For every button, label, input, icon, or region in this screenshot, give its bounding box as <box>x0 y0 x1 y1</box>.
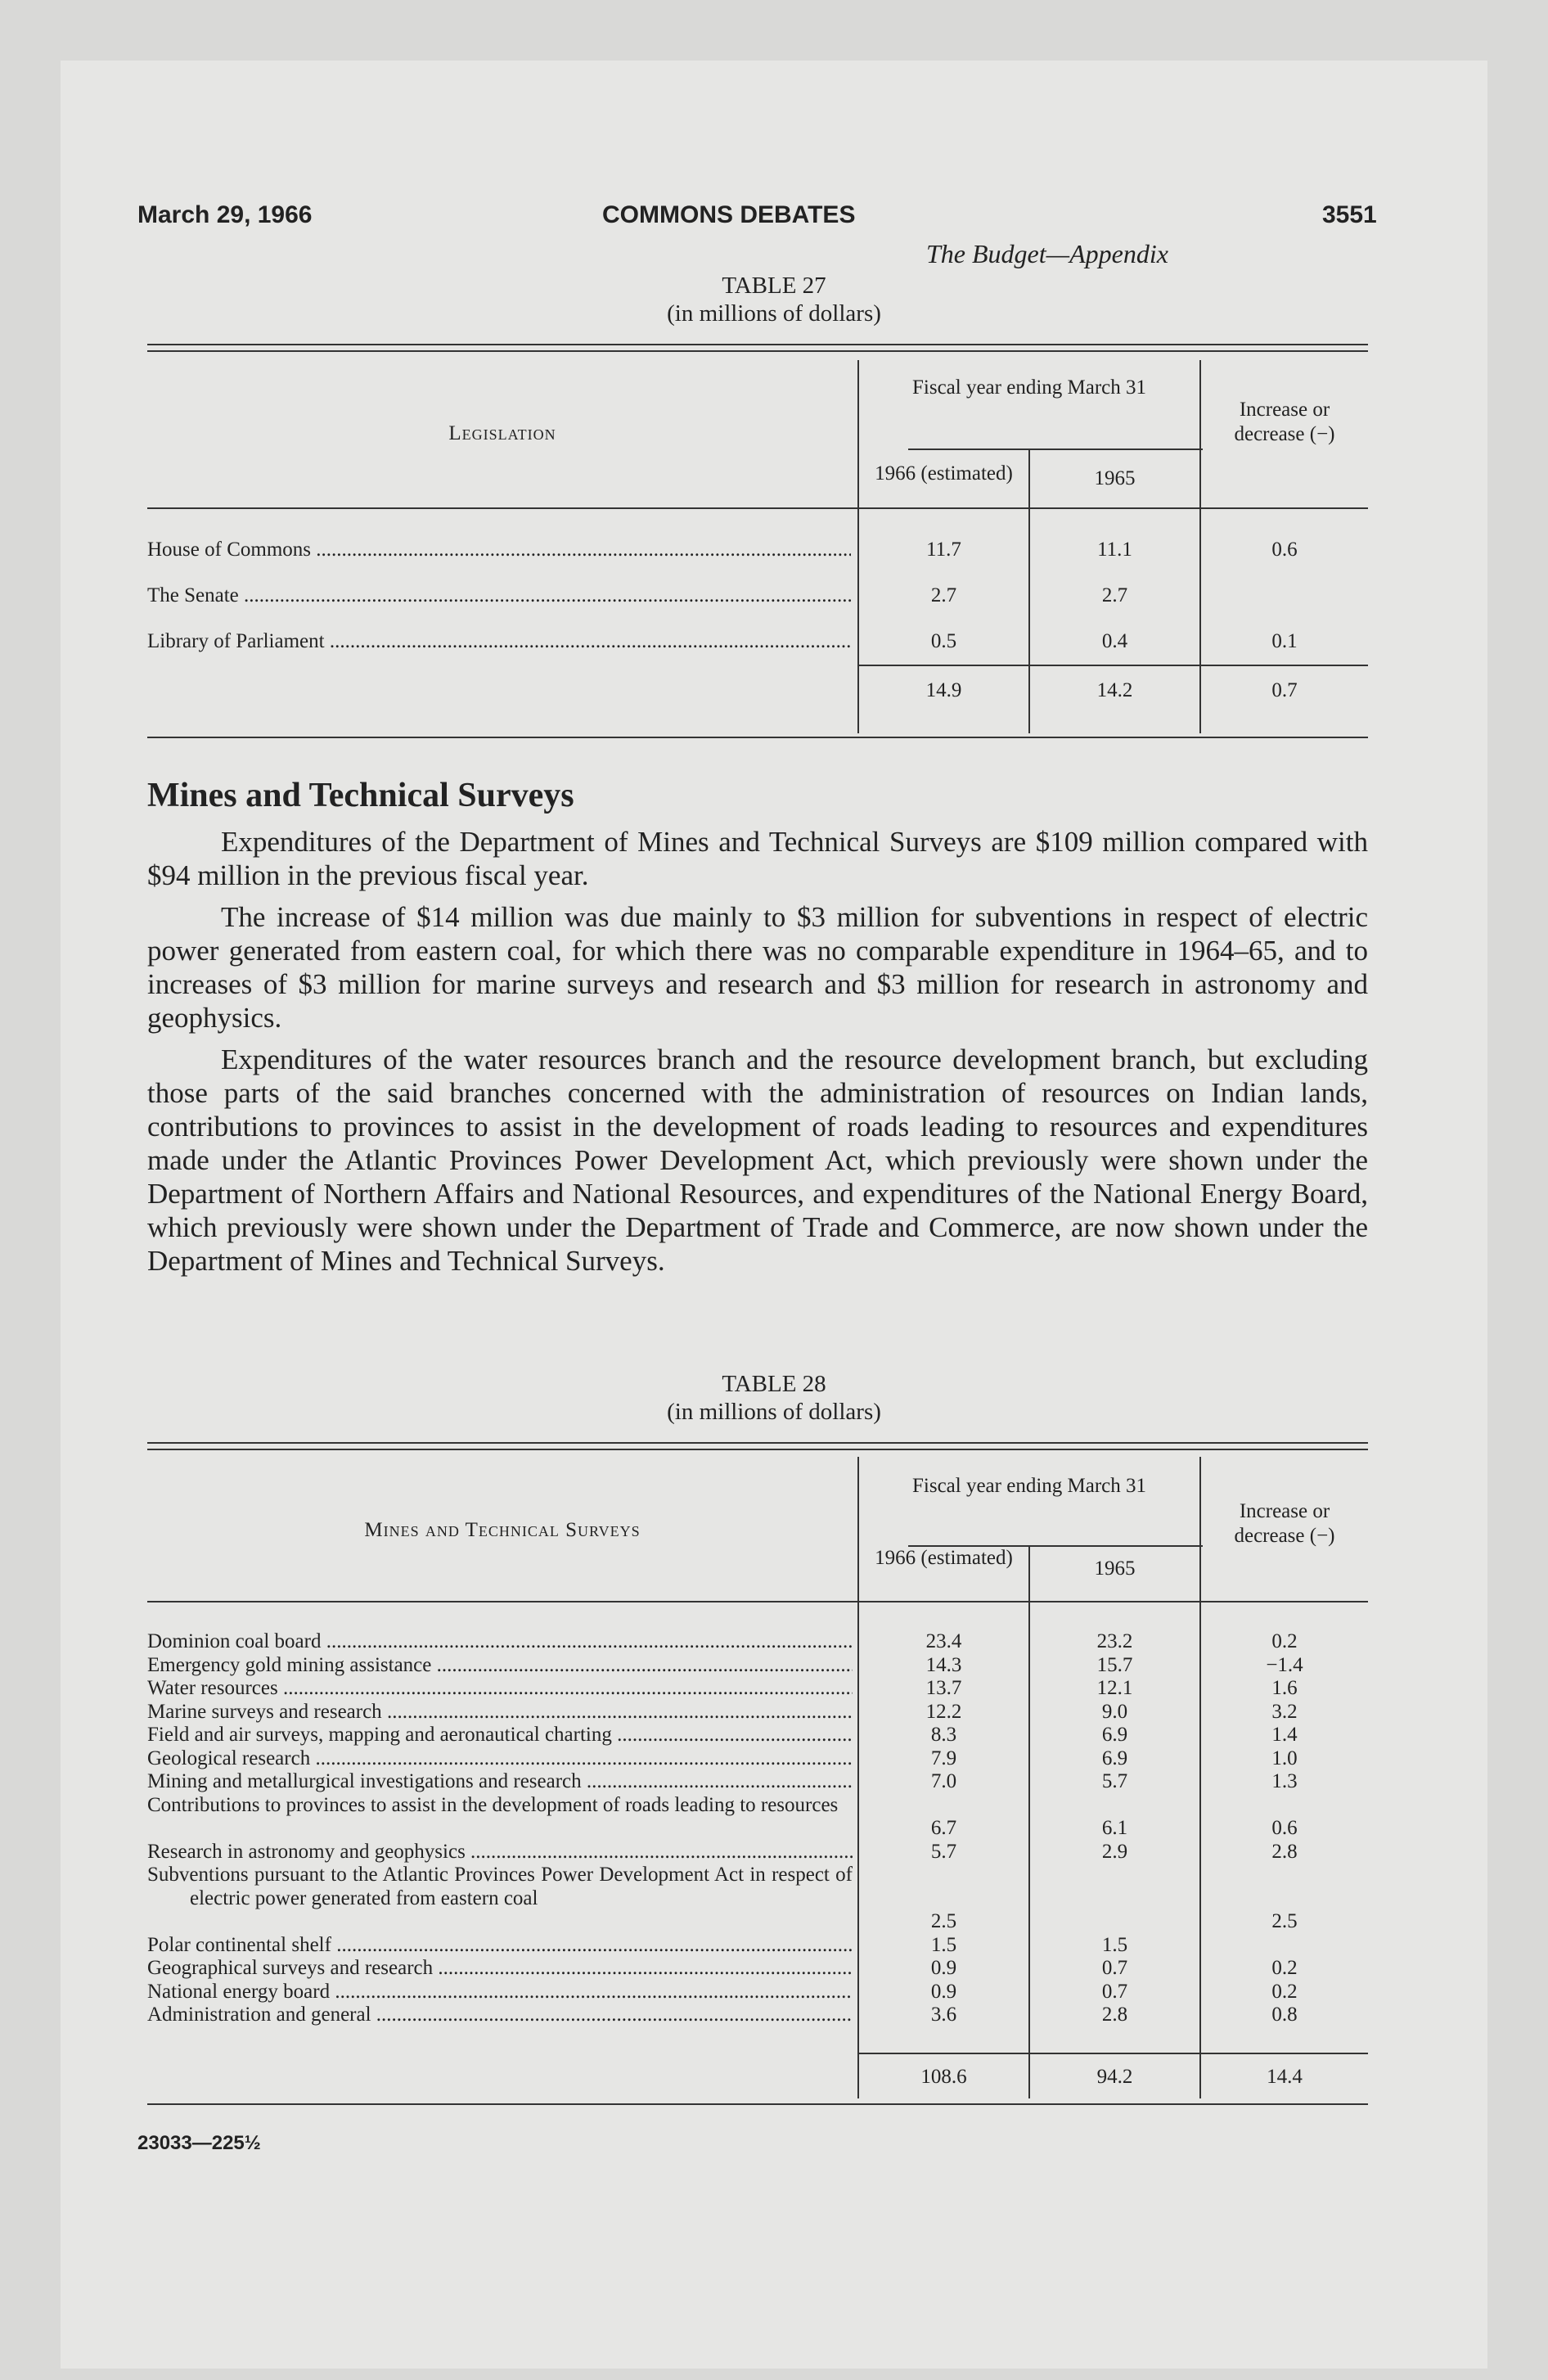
table27-col-1966: 1966 (estimated) <box>875 462 1013 485</box>
table28-cell: 7.0 <box>930 1770 957 1792</box>
table28-stub-header: Mines and Technical Surveys <box>364 1519 641 1541</box>
paragraph-1: Expenditures of the Department of Mines and Technical Surveys are $109 million compared with $94 million in the previous fiscal year. <box>147 826 1368 891</box>
header-publication: COMMONS DEBATES <box>602 201 856 228</box>
table28-cell: 5.7 <box>1101 1770 1128 1792</box>
table28-cell: 23.4 <box>925 1630 962 1652</box>
table27-bottom-rule <box>147 737 1368 738</box>
paragraph-2: The increase of $14 million was due mainly to $3 million for subventions in respect of electric power generated from eastern coal, for which there was no comparable expenditure in 1964–65, and to increases of $3 million for marine surveys and research and $3 million for research in astronomy and geophysics. <box>147 901 1368 1034</box>
table28-cell: 1.0 <box>1271 1747 1298 1769</box>
header-section: The Budget—Appendix <box>926 239 1168 268</box>
table28-cell: 0.2 <box>1271 1957 1298 1979</box>
table28-cell: 7.9 <box>930 1747 957 1769</box>
table28-cell: −1.4 <box>1266 1653 1303 1676</box>
footer-code: 23033—225½ <box>137 2132 261 2154</box>
table-row: National energy board ..... <box>147 1981 853 2004</box>
table-row: Emergency gold mining assistance ..... <box>147 1654 853 1678</box>
table-row: House of Commons ..... <box>147 539 851 561</box>
table-row: Field and air surveys, mapping and aeronautical charting ..... <box>147 1724 853 1747</box>
table28-cell: 1.4 <box>1271 1724 1298 1746</box>
table28-cell: 0.7 <box>1101 1980 1128 2003</box>
table28-cell: 0.7 <box>1101 1957 1128 1979</box>
table28-cell: 6.9 <box>1101 1724 1128 1746</box>
table-row: Mining and metallurgical investigations and research ..... <box>147 1770 853 1794</box>
table27-unit: (in millions of dollars) <box>667 300 881 327</box>
table28-cell: 9.0 <box>1101 1700 1128 1723</box>
table28-top-rule <box>147 1442 1368 1444</box>
table28-group-header: Fiscal year ending March 31 <box>911 1475 1147 1497</box>
table27-col-change: Increase or decrease (−) <box>1234 399 1335 445</box>
table28-cell: 6.7 <box>930 1817 957 1839</box>
table28-cell: 0.9 <box>930 1957 957 1979</box>
table28-col-1965: 1965 <box>1094 1557 1136 1580</box>
table-row: Geological research ..... <box>147 1747 853 1771</box>
table28-col-change: Increase or decrease (−) <box>1234 1500 1335 1547</box>
header-date: March 29, 1966 <box>137 201 313 228</box>
table-row: Administration and general ..... <box>147 2004 853 2027</box>
table28-cell: 1.5 <box>1101 1933 1128 1956</box>
table27-total-change: 0.7 <box>1271 679 1298 701</box>
header-page-number: 3551 <box>1322 201 1377 228</box>
table28-bottom-rule <box>147 2103 1368 2105</box>
table28-cell: 12.2 <box>925 1700 962 1723</box>
table-row: Marine surveys and research ..... <box>147 1701 853 1724</box>
table-row: Subventions pursuant to the Atlantic Provinces Power Development Act in respect of electric power generated from eastern coal <box>147 1864 853 1909</box>
table27-total-1966: 14.9 <box>925 679 962 701</box>
section-heading: Mines and Technical Surveys <box>147 777 574 814</box>
table28-col-1966: 1966 (estimated) <box>875 1547 1013 1569</box>
table-row: Polar continental shelf ..... <box>147 1934 853 1958</box>
table28-cell: 0.2 <box>1271 1980 1298 2003</box>
table-row: Dominion coal board ..... <box>147 1630 853 1654</box>
table28-cell: 8.3 <box>930 1724 957 1746</box>
table27 <box>147 352 1368 737</box>
table28-total-1966: 108.6 <box>920 2066 967 2088</box>
table27-cell: 2.7 <box>1101 584 1128 606</box>
table27-cell: 11.1 <box>1097 539 1132 561</box>
table27-stub-header: Legislation <box>448 422 556 444</box>
table28-cell: 12.1 <box>1096 1677 1133 1699</box>
table28-cell: 0.6 <box>1271 1817 1298 1839</box>
table27-group-header: Fiscal year ending March 31 <box>911 376 1147 399</box>
table27-top-rule <box>147 344 1368 345</box>
table28-cell: 3.2 <box>1271 1700 1298 1723</box>
table28-cell: 6.1 <box>1101 1817 1128 1839</box>
table-row: Geographical surveys and research ..... <box>147 1957 853 1981</box>
table28-total-change: 14.4 <box>1267 2066 1303 2088</box>
table28-cell: 0.8 <box>1271 2004 1298 2026</box>
table28-unit: (in millions of dollars) <box>667 1399 881 1425</box>
table28-title: TABLE 28 <box>722 1371 826 1397</box>
table28-cell: 2.8 <box>1271 1840 1298 1863</box>
table28-cell: 2.8 <box>1101 2004 1128 2026</box>
table27-total-1965: 14.2 <box>1096 679 1133 701</box>
table-row: Water resources ..... <box>147 1677 853 1701</box>
table27-cell: 0.6 <box>1271 539 1298 561</box>
table28-cell: 3.6 <box>930 2004 957 2026</box>
table-row: Research in astronomy and geophysics ..... <box>147 1841 853 1864</box>
table28-total-1965: 94.2 <box>1096 2066 1133 2088</box>
table28-cell: 15.7 <box>1096 1653 1133 1676</box>
table28-cell: 1.3 <box>1271 1770 1298 1792</box>
table27-title: TABLE 27 <box>722 273 826 299</box>
table28-cell: 2.5 <box>1271 1910 1298 1932</box>
table27-cell: 0.4 <box>1101 630 1128 652</box>
paragraph-3: Expenditures of the water resources branch and the resource development branch, but excluding those parts of the said branches concerned with the administration of resources on Indian lands, contributions to provinces to assist in the development of roads leading to resources and expenditures made under the Atlantic Provinces Power Development Act, which previously were shown under the Department of Northern Affairs and National Resources, and expenditures of the National Energy Board, which previously were shown under the Department of Trade and Commerce, are now shown under the Department of Mines and Technical Surveys. <box>147 1044 1368 1277</box>
table27-col-1965: 1965 <box>1094 467 1136 489</box>
table-row: Library of Parliament ..... <box>147 630 851 653</box>
table28-cell: 2.5 <box>930 1910 957 1932</box>
table28-cell: 2.9 <box>1101 1840 1128 1863</box>
table28 <box>147 1450 1368 2105</box>
table27-cell: 11.7 <box>926 539 961 561</box>
table28-cell: 14.3 <box>925 1653 962 1676</box>
table28-cell: 1.5 <box>930 1933 957 1956</box>
table-row: Contributions to provinces to assist in the development of roads leading to resources <box>147 1793 839 1816</box>
table28-cell: 0.2 <box>1271 1630 1298 1652</box>
table28-cell: 5.7 <box>930 1840 957 1863</box>
table27-cell: 0.1 <box>1271 630 1298 652</box>
table28-cell: 13.7 <box>925 1677 962 1699</box>
table28-cell: 23.2 <box>1096 1630 1133 1652</box>
table-row: The Senate ..... <box>147 584 851 607</box>
table28-cell: 0.9 <box>930 1980 957 2003</box>
table27-cell: 0.5 <box>930 630 957 652</box>
table27-cell: 2.7 <box>930 584 957 606</box>
table28-cell: 6.9 <box>1101 1747 1128 1769</box>
table28-cell: 1.6 <box>1271 1677 1298 1699</box>
